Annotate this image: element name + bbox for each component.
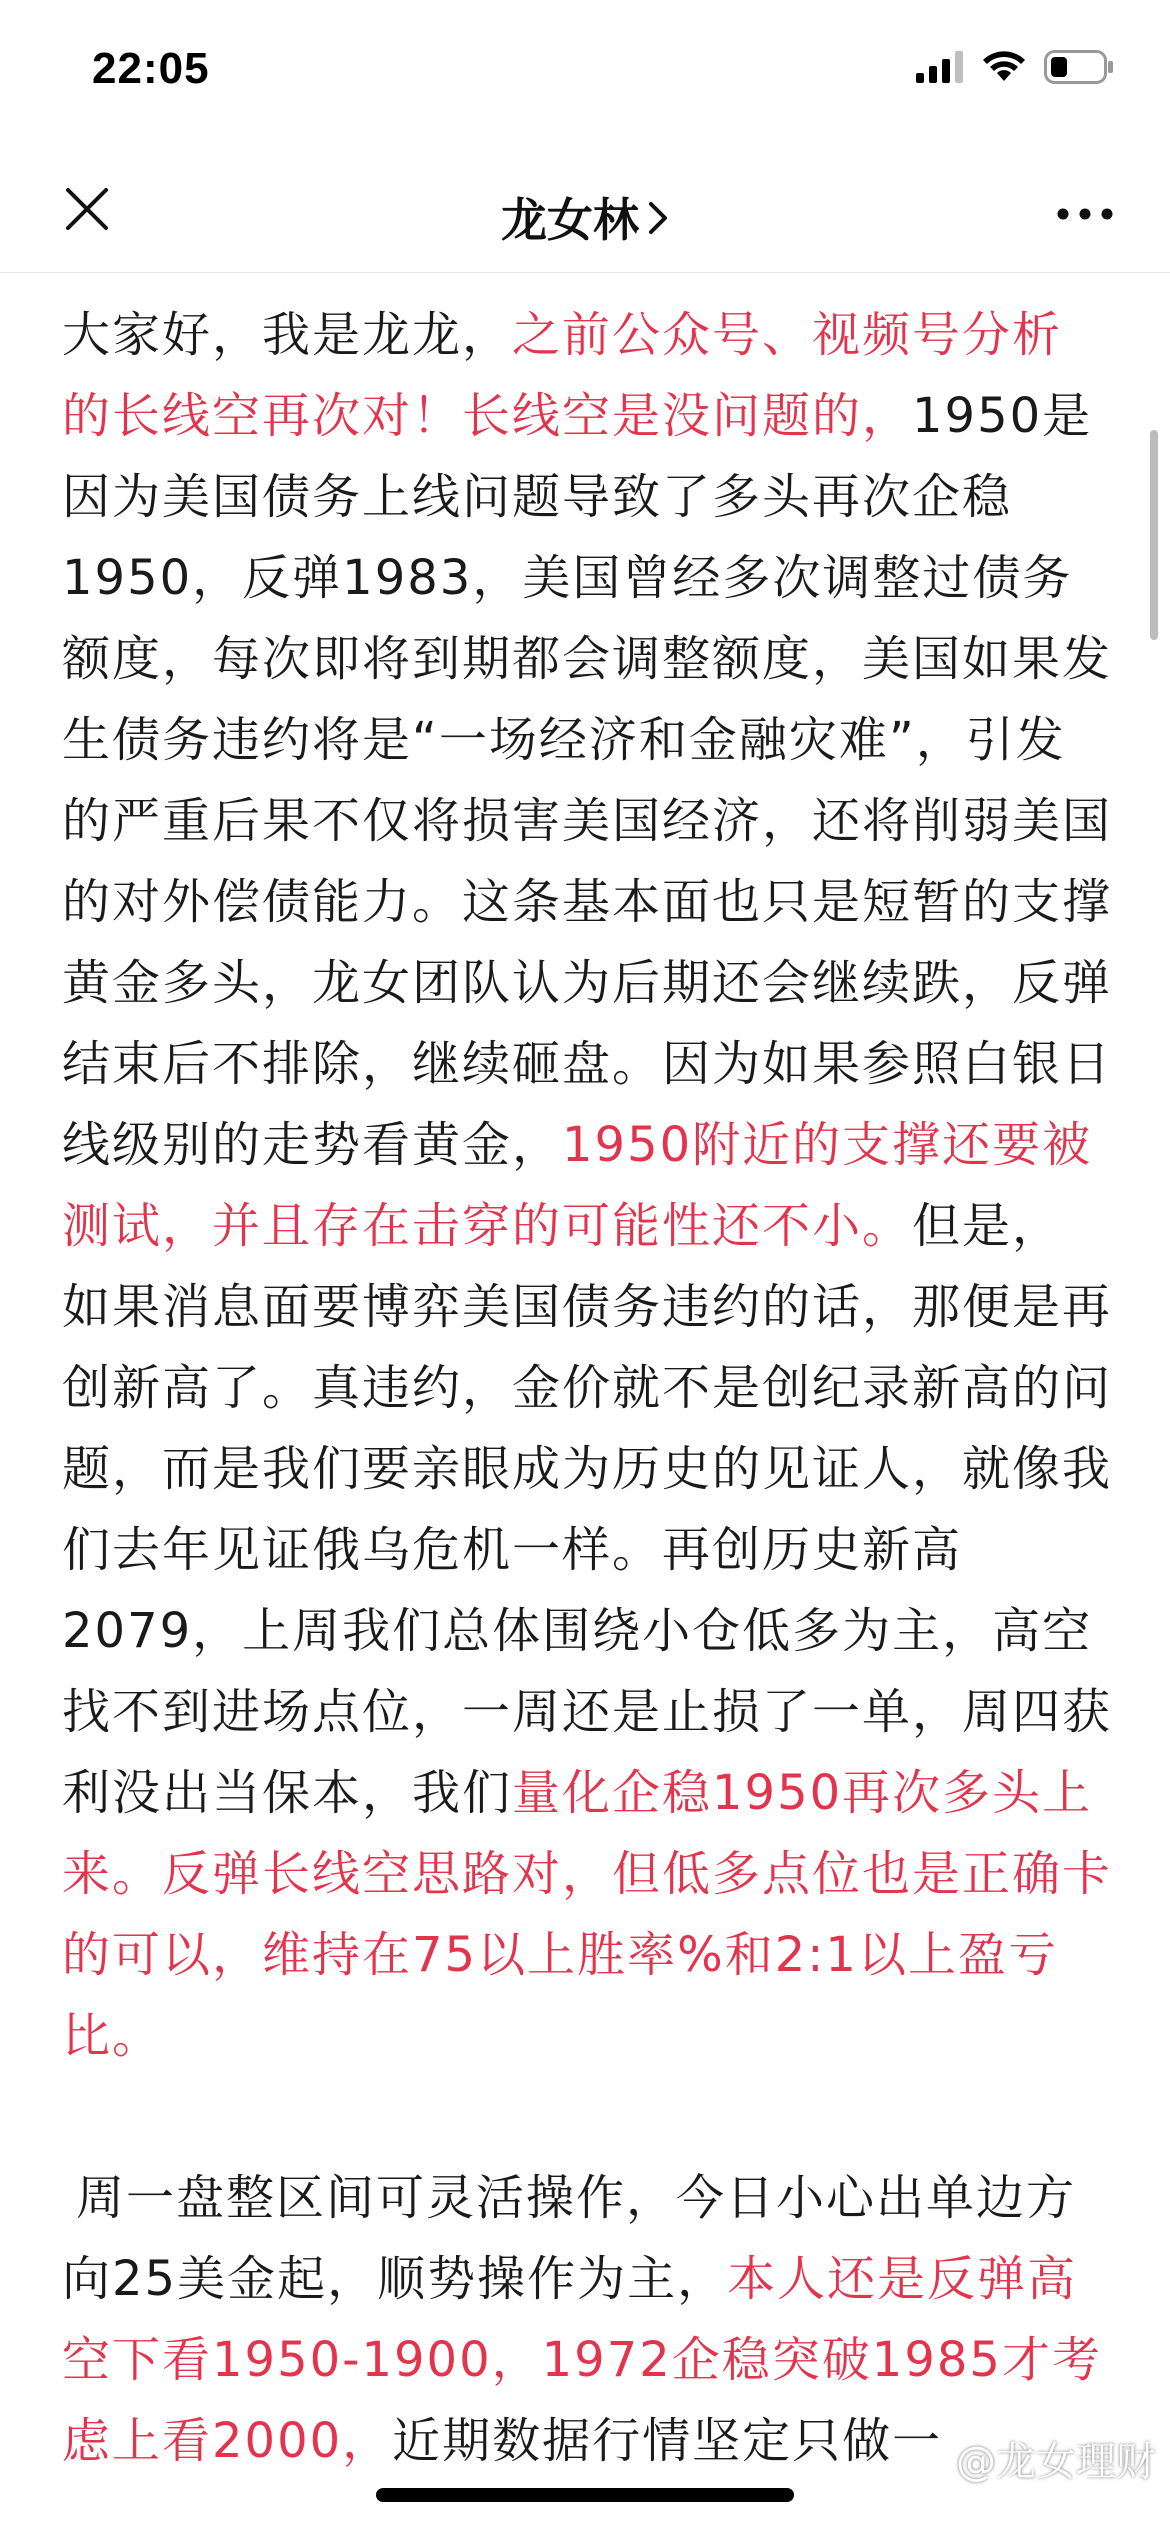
page-title: 龙女林: [501, 193, 639, 247]
article-paragraph: [62, 2158, 1112, 2482]
text-segment: 1950是因为美国债务上线问题导致了多头再次企稳1950，反弹1983，美国曾经多次调整过债务额度，每次即将到期都会调整额度，美国如果发生债务违约将是“一场经济和金融灾难”，引发的严重后果不仅将损害美国经济，还将削弱美国的对外偿债能力。这条基本面也只是短暂的支撑黄金多头，龙女团队认为后期还会继续跌，反弹结束后不排除，继续砸盘。因为如果参照白银日线级别的走势看黄金，: [62, 388, 1113, 1173]
chevron-right-icon: [647, 193, 669, 247]
more-icon: [1057, 205, 1113, 224]
wifi-icon: [982, 51, 1026, 87]
more-options-button[interactable]: [1050, 184, 1120, 244]
status-bar: [0, 0, 1170, 150]
highlight-text-segment: 本人还是反弹高空下看1950-1900，1972企稳突破1985才考虑上看2000，: [62, 2251, 1102, 2469]
account-name-link[interactable]: [0, 184, 1170, 250]
home-indicator[interactable]: [376, 2488, 794, 2502]
status-icons: [916, 50, 1114, 88]
scrollbar[interactable]: [1150, 430, 1158, 640]
battery-icon: [1044, 50, 1114, 88]
highlight-text-segment: 之前公众号、视频号分析的长线空再次对！长线空是没问题的，: [62, 307, 1063, 444]
highlight-text-segment: 1950附近的支撑还要被测试，并且存在击穿的可能性还不小。: [62, 1117, 1093, 1254]
text-segment: 近期数据行情坚定只做一: [392, 2413, 943, 2469]
text-segment: 但是，如果消息面要博弈美国债务违约的话，那便是再创新高了。真违约，金价就不是创纪录新高的问题，而是我们要亲眼成为历史的见证人，就像我们去年见证俄乌危机一样。再创历史新高2079，上周我们总体围绕小仓低多为主，高空找不到进场点位，一周还是止损了一单，周四获利没出当保本，我们: [62, 1198, 1113, 1821]
text-segment: 周一盘整区间可灵活操作，今日小心出单边方向25美金起，顺势操作为主，: [62, 2170, 1077, 2307]
highlight-text-segment: 量化企稳1950再次多头上来。反弹长线空思路对，但低多点位也是正确卡的可以，维持在75以上胜率%和2:1以上盈亏比。: [62, 1765, 1113, 2064]
cellular-signal-icon: [916, 51, 964, 87]
watermark: [956, 2430, 1156, 2487]
text-segment: 大家好，我是龙龙，: [62, 307, 513, 363]
status-time: 22:05: [92, 44, 210, 93]
navigation-bar: [0, 150, 1170, 273]
watermark-text: @龙女理财: [956, 2439, 1156, 2485]
article-body: [62, 295, 1112, 2482]
article-paragraph: [62, 295, 1112, 2077]
